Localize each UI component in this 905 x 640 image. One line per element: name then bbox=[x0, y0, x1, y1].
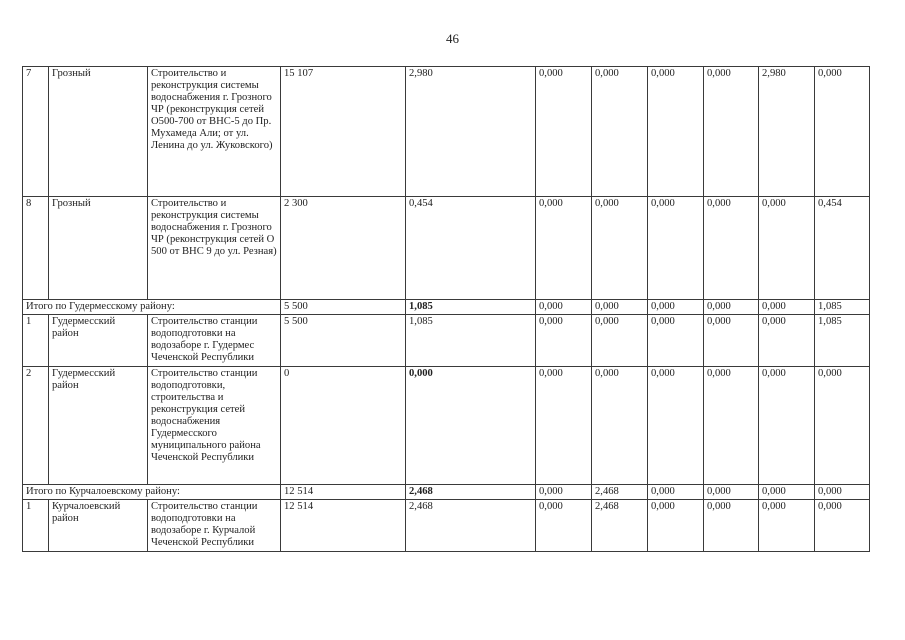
value-cell: 0,000 bbox=[815, 500, 870, 552]
value-cell: 2,468 bbox=[592, 500, 648, 552]
value-cell: 0,000 bbox=[759, 485, 815, 500]
value-cell: 0,000 bbox=[592, 315, 648, 367]
district-name: Грозный bbox=[49, 67, 148, 197]
value-cell: 0,000 bbox=[759, 500, 815, 552]
row-number: 1 bbox=[23, 500, 49, 552]
district-name: Гудермесский район bbox=[49, 367, 148, 485]
value-cell: 0,000 bbox=[815, 485, 870, 500]
value-cell: 0,000 bbox=[592, 300, 648, 315]
row-number: 2 bbox=[23, 367, 49, 485]
value-cell: 0,454 bbox=[815, 197, 870, 300]
project-description: Строительство станции водоподготовки на водозаборе г. Гудермес Чеченской Республики bbox=[148, 315, 281, 367]
value-cell: 0,000 bbox=[592, 67, 648, 197]
table-row bbox=[23, 315, 870, 367]
estimated-cost: 12 514 bbox=[281, 500, 406, 552]
table-row bbox=[23, 197, 870, 300]
estimated-cost: 2 300 bbox=[281, 197, 406, 300]
subtotal-label: Итого по Курчалоевскому району: bbox=[23, 485, 281, 500]
value-cell: 0,000 bbox=[536, 197, 592, 300]
estimated-cost: 12 514 bbox=[281, 485, 406, 500]
value-cell: 0,000 bbox=[648, 197, 704, 300]
value-cell: 0,000 bbox=[815, 367, 870, 485]
table-row bbox=[23, 367, 870, 485]
value-cell: 0,000 bbox=[759, 315, 815, 367]
value-cell: 0,000 bbox=[592, 197, 648, 300]
value-cell: 0,000 bbox=[704, 485, 759, 500]
value-cell: 0,000 bbox=[815, 67, 870, 197]
value-cell: 0,000 bbox=[536, 367, 592, 485]
value-cell: 0,000 bbox=[759, 367, 815, 485]
subtotal-label: Итого по Гудермесскому району: bbox=[23, 300, 281, 315]
investment-table bbox=[22, 66, 870, 552]
estimated-cost: 5 500 bbox=[281, 300, 406, 315]
district-name: Гудермесский район bbox=[49, 315, 148, 367]
value-cell: 0,000 bbox=[704, 67, 759, 197]
value-cell: 0,000 bbox=[592, 367, 648, 485]
total-value: 0,454 bbox=[406, 197, 536, 300]
district-name: Грозный bbox=[49, 197, 148, 300]
total-value: 2,468 bbox=[406, 500, 536, 552]
value-cell: 0,000 bbox=[536, 485, 592, 500]
project-description: Строительство и реконструкция системы водоснабжения г. Грозного ЧР (реконструкция сетей О500-700 от ВНС-5 до Пр. Мухамеда Али; от ул. Ленина до ул. Жуковского) bbox=[148, 67, 281, 197]
value-cell: 2,980 bbox=[759, 67, 815, 197]
row-number: 7 bbox=[23, 67, 49, 197]
table-row bbox=[23, 67, 870, 197]
value-cell: 0,000 bbox=[648, 300, 704, 315]
table-row bbox=[23, 500, 870, 552]
value-cell: 2,468 bbox=[592, 485, 648, 500]
estimated-cost: 15 107 bbox=[281, 67, 406, 197]
value-cell: 0,000 bbox=[704, 300, 759, 315]
row-number: 1 bbox=[23, 315, 49, 367]
estimated-cost: 0 bbox=[281, 367, 406, 485]
value-cell: 0,000 bbox=[648, 500, 704, 552]
subtotal-row bbox=[23, 300, 870, 315]
value-cell: 0,000 bbox=[759, 300, 815, 315]
value-cell: 0,000 bbox=[648, 367, 704, 485]
total-value: 1,085 bbox=[406, 300, 536, 315]
value-cell: 0,000 bbox=[648, 67, 704, 197]
district-name: Курчалоевский район bbox=[49, 500, 148, 552]
row-number: 8 bbox=[23, 197, 49, 300]
value-cell: 0,000 bbox=[536, 300, 592, 315]
project-description: Строительство и реконструкция системы водоснабжения г. Грозного ЧР (реконструкция сетей О 500 от ВНС 9 до ул. Резная) bbox=[148, 197, 281, 300]
value-cell: 0,000 bbox=[704, 500, 759, 552]
value-cell: 0,000 bbox=[704, 315, 759, 367]
value-cell: 0,000 bbox=[648, 485, 704, 500]
value-cell: 0,000 bbox=[759, 197, 815, 300]
total-value: 0,000 bbox=[406, 367, 536, 485]
value-cell: 0,000 bbox=[648, 315, 704, 367]
value-cell: 0,000 bbox=[536, 315, 592, 367]
value-cell: 0,000 bbox=[536, 67, 592, 197]
project-description: Строительство станции водоподготовки, строительства и реконструкция сетей водоснабжения Гудермесского муниципального района Чеченской Республики bbox=[148, 367, 281, 485]
value-cell: 0,000 bbox=[704, 197, 759, 300]
page-number: 46 bbox=[446, 31, 459, 46]
value-cell: 1,085 bbox=[815, 300, 870, 315]
estimated-cost: 5 500 bbox=[281, 315, 406, 367]
value-cell: 0,000 bbox=[536, 500, 592, 552]
project-description: Строительство станции водоподготовки на водозаборе г. Курчалой Чеченской Республики bbox=[148, 500, 281, 552]
value-cell: 0,000 bbox=[704, 367, 759, 485]
subtotal-row bbox=[23, 485, 870, 500]
value-cell: 1,085 bbox=[815, 315, 870, 367]
total-value: 1,085 bbox=[406, 315, 536, 367]
total-value: 2,980 bbox=[406, 67, 536, 197]
total-value: 2,468 bbox=[406, 485, 536, 500]
